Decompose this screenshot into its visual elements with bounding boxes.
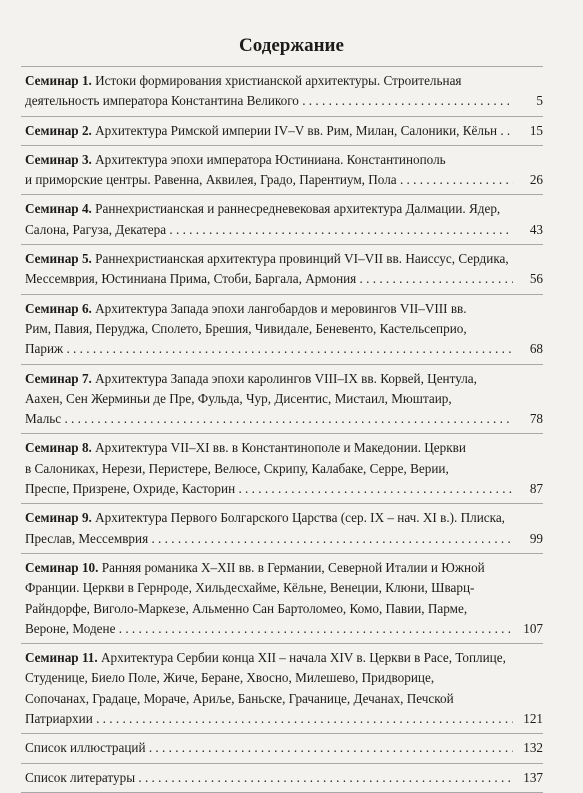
toc-entry-text (25, 199, 513, 219)
toc-entry-line (25, 689, 543, 709)
toc-entry-text (25, 709, 513, 729)
table-of-contents (21, 66, 543, 793)
toc-line-text: Париж (25, 341, 64, 357)
toc-entry-line (25, 709, 543, 729)
toc-line-text: Архитектура Первого Болгарского Царства (сер. IX – нач. XI в.). Плиска, (95, 510, 505, 526)
seminar-label: Семинар 10. (25, 559, 99, 575)
toc-line-text: Патриархии (25, 711, 93, 727)
toc-entry-text (25, 648, 513, 668)
seminar-label: Семинар 5. (25, 251, 92, 267)
toc-entry-line (25, 91, 543, 111)
toc-line-text: Архитектура Запада эпохи лангобардов и меровингов VII–VIII вв. (95, 300, 467, 316)
toc-entry-text (25, 529, 513, 549)
toc-entry-line (25, 150, 543, 170)
toc-line-text: Сопочанах, Градаце, Мораче, Ариље, Баньске, Грачанице, Дечанах, Печской (25, 690, 454, 706)
toc-entry-line (25, 389, 543, 409)
toc-line-text: Студенице, Биело Поле, Жиче, Беране, Хвосно, Милешево, Придворице, (25, 670, 435, 686)
toc-entry-text (25, 409, 513, 429)
toc-entry[interactable] (21, 554, 543, 644)
toc-entry-line (25, 738, 543, 758)
seminar-label: Семинар 9. (25, 510, 92, 526)
toc-entry-line (25, 369, 543, 389)
toc-entry-line (25, 249, 543, 269)
toc-entry-text (25, 339, 513, 359)
toc-entry-text (25, 668, 513, 688)
toc-entry[interactable] (21, 734, 543, 763)
toc-entry-text (25, 269, 513, 289)
toc-entry-text (25, 459, 513, 479)
toc-line-text: Архитектура Римской империи IV–V вв. Рим, Милан, Салоники, Кёльн (95, 122, 498, 138)
toc-line-text: Список литературы (25, 769, 136, 785)
page-title: Содержание (239, 35, 344, 56)
toc-entry-text (25, 479, 513, 499)
toc-entry-line (25, 768, 543, 788)
page-number: 78 (513, 409, 543, 429)
toc-line-text: деятельность императора Константина Великого (25, 93, 299, 109)
toc-entry-line (25, 339, 543, 359)
toc-entry-text (25, 689, 513, 709)
page-number: 137 (513, 768, 543, 788)
toc-line-text: Преслав, Мессемврия (25, 530, 149, 546)
toc-line-text: Архитектура Сербии конца XII – начала XIV в. Церкви в Расе, Топлице, (101, 650, 506, 666)
toc-entry-line (25, 121, 543, 141)
toc-entry-line (25, 71, 543, 91)
seminar-label: Семинар 4. (25, 201, 92, 217)
seminar-label: Семинар 11. (25, 650, 98, 666)
toc-line-text: Архитектура VII–XI вв. в Константинополе и Македонии. Церкви (95, 440, 466, 456)
toc-entry-line (25, 558, 543, 578)
toc-entry-line (25, 220, 543, 240)
toc-line-text: Аахен, Сен Жерминьи де Пре, Фульда, Чур, Дисентис, Мистаил, Мюштаир, (25, 390, 452, 406)
toc-entry-line (25, 578, 543, 598)
toc-entry[interactable] (21, 764, 543, 792)
toc-entry-line (25, 409, 543, 429)
toc-entry-line (25, 648, 543, 668)
toc-line-text: Архитектура эпохи императора Юстиниана. Константинополь (95, 151, 446, 167)
toc-entry-line (25, 199, 543, 219)
toc-entry-line (25, 170, 543, 190)
seminar-label: Семинар 8. (25, 440, 92, 456)
toc-entry-text (25, 508, 513, 528)
toc-entry[interactable] (21, 295, 543, 365)
toc-entry-text (25, 768, 513, 788)
toc-entry[interactable] (21, 434, 543, 504)
toc-entry-line (25, 269, 543, 289)
toc-line-text: Раннехристианская архитектура провинций VI–VII вв. Наиссус, Сердика, (95, 251, 509, 267)
toc-line-text: Вероне, Модене (25, 620, 116, 636)
toc-line-text: Франции. Церкви в Гернроде, Хильдесхайме, Кёльне, Венеции, Клюни, Шварц- (25, 580, 475, 596)
page-number: 87 (513, 479, 543, 499)
toc-entry-text (25, 170, 513, 190)
toc-entry-text (25, 558, 513, 578)
page-number: 15 (513, 121, 543, 141)
toc-entry-text (25, 91, 513, 111)
toc-entry-text (25, 150, 513, 170)
page-number: 5 (513, 91, 543, 111)
toc-line-text: Райндорфе, Виголо-Маркезе, Альменно Сан Бартоломео, Комо, Павии, Парме, (25, 600, 468, 616)
toc-entry-line (25, 479, 543, 499)
toc-line-text: Ранняя романика X–XII вв. в Германии, Северной Италии и Южной (101, 559, 485, 575)
toc-line-text: Рим, Павия, Перуджа, Сполето, Брешия, Чивидале, Беневенто, Кастельсеприо, (25, 320, 467, 336)
toc-entry-line (25, 438, 543, 458)
toc-entry[interactable] (21, 365, 543, 435)
toc-line-text: Мальс (25, 411, 62, 427)
toc-entry-line (25, 619, 543, 639)
toc-entry[interactable] (21, 245, 543, 295)
page-number: 43 (513, 220, 543, 240)
seminar-label: Семинар 7. (25, 370, 92, 386)
page-number: 99 (513, 529, 543, 549)
toc-entry[interactable] (21, 117, 543, 146)
page-number: 132 (513, 738, 543, 758)
toc-entry-text (25, 389, 513, 409)
toc-entry-text (25, 438, 513, 458)
toc-entry[interactable] (21, 504, 543, 554)
toc-line-text: в Салониках, Нерези, Перистере, Велюсе, Скрипу, Калабаке, Серре, Верии, (25, 460, 449, 476)
toc-entry-text (25, 319, 513, 339)
page-number: 56 (513, 269, 543, 289)
toc-entry-text (25, 369, 513, 389)
toc-entry[interactable] (21, 67, 543, 117)
toc-line-text: Раннехристианская и раннесредневековая архитектура Далмации. Ядер, (95, 201, 501, 217)
page-number: 68 (513, 339, 543, 359)
toc-entry-text (25, 121, 513, 141)
seminar-label: Семинар 1. (25, 73, 92, 88)
toc-entry-text (25, 249, 513, 269)
toc-entry-text (25, 738, 513, 758)
page-number: 26 (513, 170, 543, 190)
toc-line-text: Мессемврия, Юстиниана Прима, Стоби, Баргала, Армония (25, 271, 357, 287)
toc-entry[interactable] (21, 195, 543, 245)
toc-entry-text (25, 619, 513, 639)
toc-line-text: Салона, Рагуза, Декатера (25, 221, 167, 237)
page-number: 107 (513, 619, 543, 639)
toc-entry-line (25, 599, 543, 619)
toc-entry[interactable] (21, 146, 543, 196)
seminar-label: Семинар 2. (25, 122, 92, 138)
toc-entry-line (25, 299, 543, 319)
toc-entry-line (25, 668, 543, 688)
toc-entry-text (25, 71, 513, 91)
toc-line-text: Преспе, Призрене, Охриде, Касторин (25, 481, 236, 497)
page-number: 121 (513, 709, 543, 729)
toc-line-text: Истоки формирования христианской архитектуры. Строительная (95, 73, 462, 88)
toc-entry-text (25, 299, 513, 319)
toc-entry-line (25, 508, 543, 528)
toc-line-text: Архитектура Запада эпохи каролингов VIII–IX вв. Корвей, Центула, (95, 370, 477, 386)
toc-line-text: и приморские центры. Равенна, Аквилея, Градо, Парентиум, Пола (25, 172, 397, 188)
seminar-label: Семинар 6. (25, 300, 92, 316)
toc-entry-text (25, 220, 513, 240)
toc-line-text: Список иллюстраций (25, 740, 146, 756)
toc-entry-text (25, 599, 513, 619)
toc-entry-line (25, 459, 543, 479)
toc-entry-text (25, 578, 513, 598)
seminar-label: Семинар 3. (25, 151, 92, 167)
toc-entry-line (25, 529, 543, 549)
toc-entry-line (25, 319, 543, 339)
toc-entry[interactable] (21, 644, 543, 734)
